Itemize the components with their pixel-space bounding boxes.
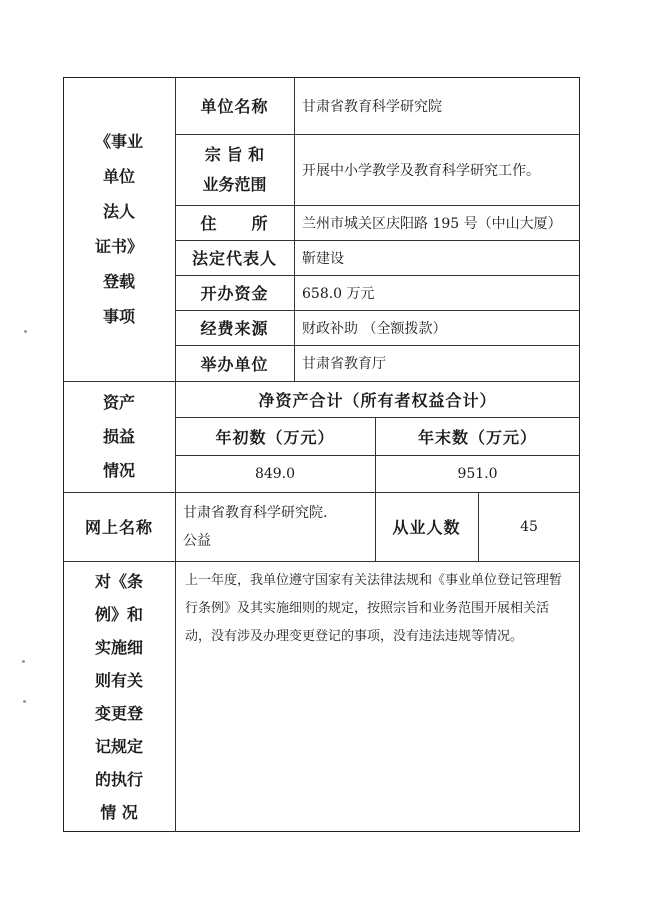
title-line: 变更登 (94, 703, 143, 723)
title-line: 事项 (102, 307, 135, 326)
capital-label: 开办资金 (200, 284, 269, 303)
unit-name-label: 单位名称 (200, 97, 269, 116)
online-name-value (175, 492, 375, 561)
compliance-text: 上一年度，我单位遵守国家有关法律法规和《事业单位登记管理暂行条例》及其实施细则的规定，按照宗旨和业务范围开展相关活动，没有涉及办理变更登记的事项，没有违法违规等情况。 (185, 573, 563, 644)
scan-speck (23, 700, 26, 703)
assets-title (63, 381, 175, 492)
net-assets-header: 净资产合计（所有者权益合计） (258, 390, 497, 410)
title-line: 情况 (102, 460, 135, 480)
scan-speck (22, 660, 25, 663)
funding-value: 财政补助 （全额拨款） (302, 320, 447, 337)
purpose-value: 开展中小学教学及教育科学研究工作。 (302, 162, 540, 179)
start-of-year-value: 849.0 (254, 465, 296, 482)
purpose-label (175, 134, 294, 205)
title-line: 记规定 (94, 736, 143, 756)
title-line: 对《条 (94, 571, 143, 591)
capital-value: 658.0 万元 (302, 285, 375, 302)
compliance-title (63, 561, 175, 832)
sponsor-label: 举办单位 (200, 354, 269, 374)
legal-rep-label: 法定代表人 (191, 249, 277, 268)
funding-label: 经费来源 (200, 319, 269, 338)
title-line: 情 况 (100, 802, 138, 822)
sponsor-value: 甘肃省教育厅 (302, 356, 386, 372)
label-line: 宗 旨 和 (204, 144, 265, 164)
title-line: 证书》 (94, 237, 143, 256)
online-name-line: 甘肃省教育科学研究院. (183, 504, 328, 521)
staff-count-value: 45 (520, 518, 538, 535)
title-line: 单位 (102, 167, 135, 186)
cert-section-title (63, 77, 175, 381)
end-of-year-header: 年末数（万元） (417, 427, 537, 447)
scan-speck (24, 330, 27, 333)
unit-name-value: 甘肃省教育科学研究院 (302, 98, 442, 115)
address-label: 住 所 (200, 214, 269, 233)
label-line: 业务范围 (202, 174, 267, 194)
title-line: 《事业 (94, 132, 143, 151)
title-line: 的执行 (94, 769, 143, 789)
title-line: 法人 (102, 202, 135, 221)
title-line: 例》和 (94, 604, 143, 624)
title-line: 登载 (102, 272, 135, 291)
title-line: 资产 (102, 392, 135, 412)
online-name-line: 公益 (183, 532, 211, 549)
online-name-label: 网上名称 (84, 518, 153, 537)
staff-count-label: 从业人数 (392, 518, 461, 537)
title-line: 实施细 (94, 637, 143, 657)
title-line: 则有关 (94, 670, 143, 690)
end-of-year-value: 951.0 (457, 465, 498, 482)
start-of-year-header: 年初数（万元） (215, 427, 335, 447)
title-line: 损益 (102, 426, 135, 446)
address-value: 兰州市城关区庆阳路 195 号（中山大厦） (302, 215, 562, 232)
legal-rep-value: 靳建设 (302, 250, 344, 267)
